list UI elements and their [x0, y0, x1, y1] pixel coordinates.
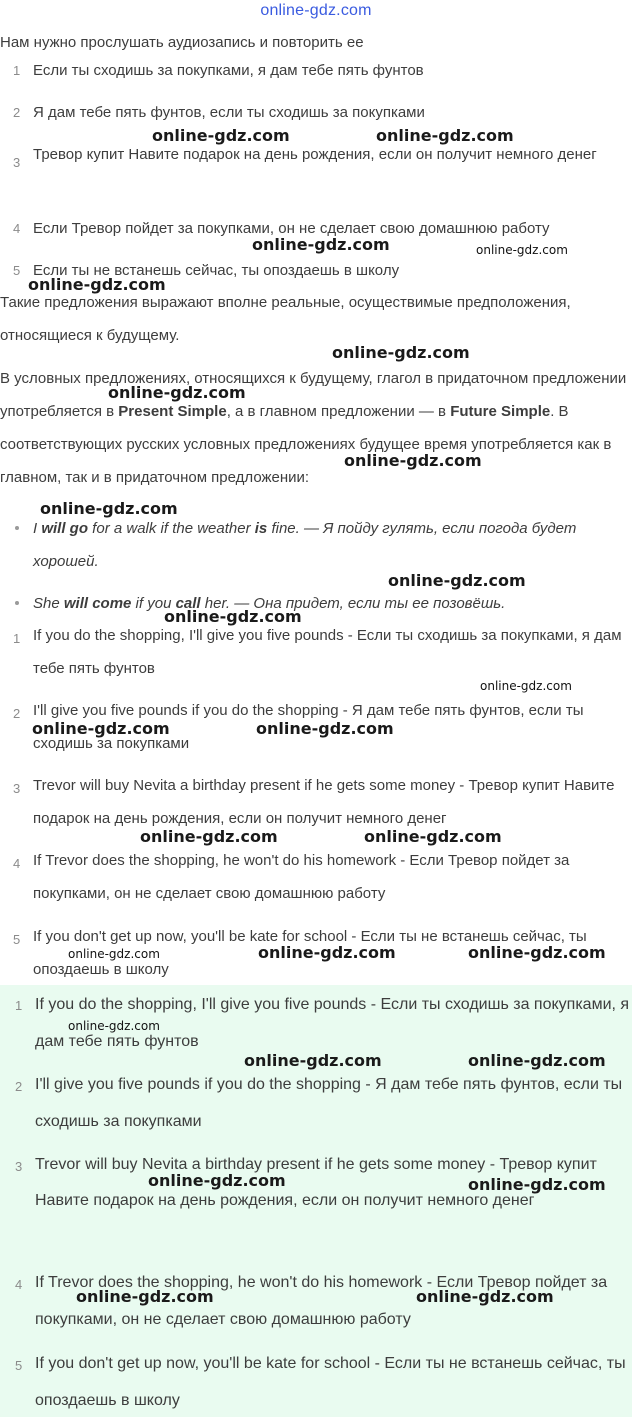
list-item-number: 3	[13, 155, 21, 170]
theory-text: В условных предложениях, относящихся к будущему, глагол в придаточном предложении употребляется в	[0, 370, 627, 420]
list-item-text: Если ты сходишь за покупками, я дам тебе пять фунтов	[33, 62, 424, 79]
theory-text: , а в главном предложении — в	[226, 403, 451, 420]
answer-item-text: I'll give you five pounds if you do the shopping - Я дам тебе пять фунтов, если ты сходишь за покупками	[35, 1076, 623, 1130]
watermark: online-gdz.com	[68, 947, 160, 961]
theory-text: . В соответствующих русских условных предложениях будущее время употребляется как в главном, так и в придаточном предложении:	[0, 403, 612, 486]
watermark: online-gdz.com	[108, 383, 246, 402]
watermark: online-gdz.com	[376, 126, 514, 145]
watermark: online-gdz.com	[388, 571, 526, 590]
list-item-text: If you do the shopping, I'll give you five pounds - Если ты сходишь за покупками, я дам тебе пять фунтов	[33, 627, 622, 677]
example-verb: is	[254, 520, 268, 537]
list-item-number: 5	[13, 263, 21, 278]
watermark: online-gdz.com	[332, 343, 470, 362]
example-part: her. — Она придет, если ты ее позовёшь.	[200, 595, 506, 612]
answer-item-number: 4	[15, 1277, 23, 1292]
example-verb: will come	[63, 595, 132, 612]
watermark: online-gdz.com	[364, 827, 502, 846]
watermark: online-gdz.com	[28, 275, 166, 294]
watermark: online-gdz.com	[344, 451, 482, 470]
answer-item-number: 3	[15, 1159, 23, 1174]
answer-item-number: 5	[15, 1358, 23, 1373]
example-part: I	[33, 520, 42, 537]
list-item-text: Тревор купит Навите подарок на день рождения, если он получит немного денег	[33, 146, 597, 163]
watermark: online-gdz.com	[76, 1287, 214, 1306]
watermark: online-gdz.com	[416, 1287, 554, 1306]
answer-item-text: If you don't get up now, you'll be kate for school - Если ты не встанешь сейчас, ты опоздаешь в школу	[35, 1355, 626, 1409]
example-verb: will go	[41, 520, 89, 537]
watermark: online-gdz.com	[152, 126, 290, 145]
example-text	[33, 512, 630, 578]
answer-item-number: 2	[15, 1079, 23, 1094]
watermark: online-gdz.com	[480, 679, 572, 693]
theory-term-present-simple: Present Simple	[118, 403, 227, 420]
example-part: for a walk if the weather	[88, 520, 255, 537]
list-item-number: 5	[13, 932, 21, 947]
example-text	[33, 587, 630, 620]
watermark: online-gdz.com	[468, 1175, 606, 1194]
list-item-text: If you don't get up now, you'll be kate for school - Если ты не встанешь сейчас, ты опоздаешь в школу	[33, 928, 587, 978]
watermark: online-gdz.com	[258, 943, 396, 962]
list-item-number: 1	[13, 63, 21, 78]
example-part: if you	[131, 595, 176, 612]
watermark: online-gdz.com	[140, 827, 278, 846]
example-part: fine. — Я пойду гулять, если погода будет хорошей.	[33, 520, 577, 570]
watermark: online-gdz.com	[476, 243, 568, 257]
answer-block	[0, 985, 632, 1417]
watermark: online-gdz.com	[256, 719, 394, 738]
watermark: online-gdz.com	[468, 943, 606, 962]
example-part: She	[33, 595, 64, 612]
watermark: online-gdz.com	[148, 1171, 286, 1190]
watermark: online-gdz.com	[40, 499, 178, 518]
list-item-text: Если Тревор пойдет за покупками, он не сделает свою домашнюю работу	[33, 220, 550, 237]
watermark: online-gdz.com	[68, 1019, 160, 1033]
answer-item-text: Trevor will buy Nevita a birthday present if he gets some money - Тревор купит Навите подарок на день рождения, если он получит немного денег	[35, 1156, 597, 1209]
list-item-text: Trevor will buy Nevita a birthday present if he gets some money - Тревор купит Навите подарок на день рождения, если он получит немного денег	[33, 777, 615, 827]
site-name[interactable]: online-gdz.com	[260, 2, 372, 19]
theory-term-future-simple: Future Simple	[450, 403, 551, 420]
list-item-number: 1	[13, 631, 21, 646]
answer-item-text: If Trevor does the shopping, he won't do his homework - Если Тревор пойдет за покупками, он не сделает свою домашнюю работу	[35, 1274, 608, 1328]
list-item-number: 4	[13, 856, 21, 871]
watermark: online-gdz.com	[252, 235, 390, 254]
example-verb: call	[175, 595, 201, 612]
watermark: online-gdz.com	[244, 1051, 382, 1070]
list-item-text: Если ты не встанешь сейчас, ты опоздаешь в школу	[33, 262, 400, 279]
list-item-number: 4	[13, 221, 21, 236]
answer-item-text: If you do the shopping, I'll give you five pounds - Если ты сходишь за покупками, я дам тебе пять фунтов	[35, 996, 630, 1050]
list-item-text: Я дам тебе пять фунтов, если ты сходишь за покупками	[33, 104, 425, 121]
theory-paragraph-1: Такие предложения выражают вполне реальные, осуществимые предположения, относящиеся к будущему.	[0, 294, 571, 344]
watermark: online-gdz.com	[32, 719, 170, 738]
intro-text: Нам нужно прослушать аудиозапись и повторить ее	[0, 34, 364, 51]
list-item-number: 3	[13, 781, 21, 796]
bullet-icon	[15, 601, 19, 605]
watermark: online-gdz.com	[164, 607, 302, 626]
list-item-number: 2	[13, 706, 21, 721]
list-item-number: 2	[13, 105, 21, 120]
bullet-icon	[15, 526, 19, 530]
list-item-text: If Trevor does the shopping, he won't do his homework - Если Тревор пойдет за покупками, он не сделает свою домашнюю работу	[33, 852, 570, 902]
answer-item-number: 1	[15, 998, 23, 1013]
list-item-text: I'll give you five pounds if you do the shopping - Я дам тебе пять фунтов, если ты сходишь за покупками	[33, 702, 584, 752]
site-header-link[interactable]	[0, 2, 632, 20]
watermark: online-gdz.com	[468, 1051, 606, 1070]
theory-paragraph-2	[0, 362, 630, 494]
